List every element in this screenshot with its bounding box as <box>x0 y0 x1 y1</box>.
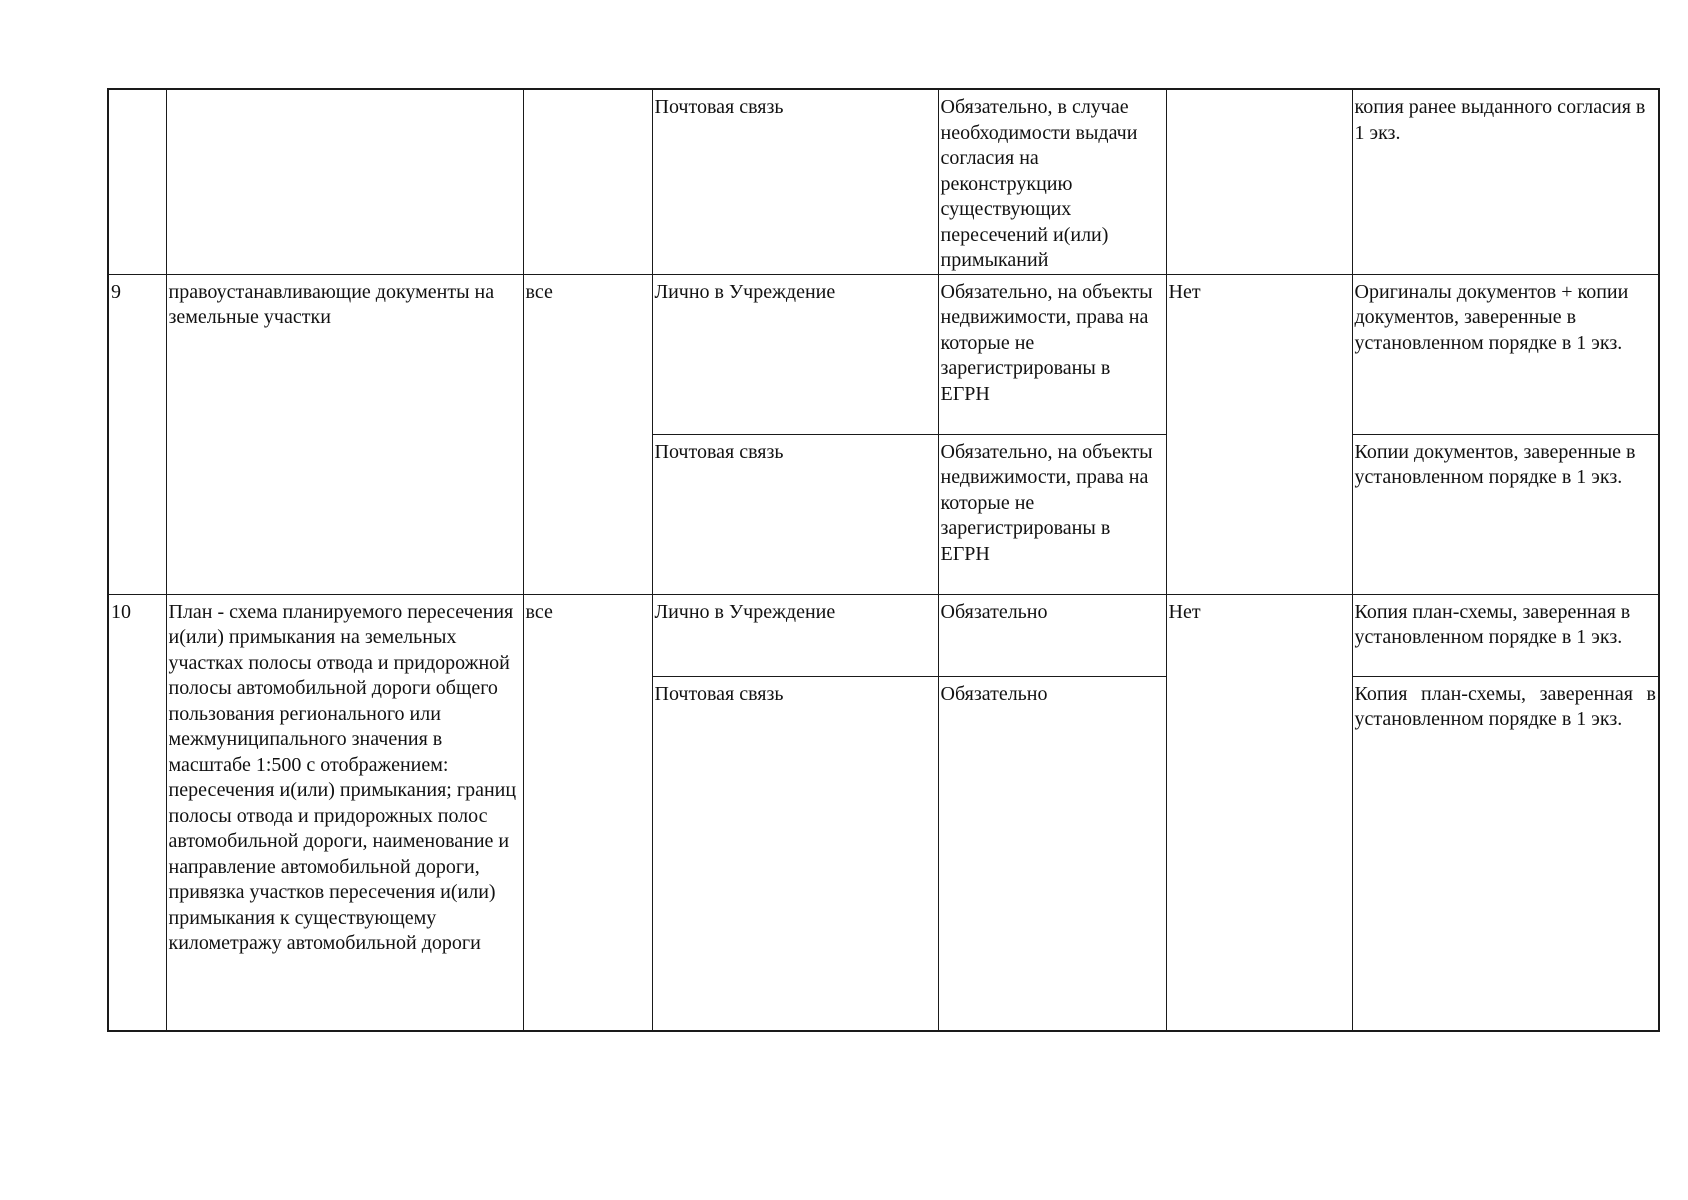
cell-requirement-9a <box>938 274 1166 434</box>
cell-number-9 <box>108 274 166 594</box>
table-row-continuation <box>108 89 1659 274</box>
form-text: Копия план-схемы, заверенная в установленном порядке в 1 экз. <box>1354 682 1656 730</box>
method-text: Почтовая связь <box>654 96 784 118</box>
requirement-text: Обязательно, на объекты недвижимости, права на которые не зарегистрированы в ЕГРН <box>940 440 1153 565</box>
method-text: Лично в Учреждение <box>654 280 836 303</box>
category-text: все <box>525 280 553 303</box>
mark-text: Нет <box>1168 280 1201 303</box>
category-text: все <box>525 600 553 623</box>
cell-method-10b <box>652 676 938 1031</box>
cell-category-9 <box>523 274 652 594</box>
cell-requirement-cont <box>938 89 1166 274</box>
cell-number-10 <box>108 594 166 1031</box>
cell-method-9a <box>652 274 938 434</box>
form-text: копия ранее выданного согласия в 1 экз. <box>1354 96 1646 144</box>
cell-document-9 <box>166 274 523 594</box>
cell-form-10a <box>1352 594 1659 676</box>
cell-method-9b <box>652 434 938 594</box>
form-text: Копия план-схемы, заверенная в установленном порядке в 1 экз. <box>1354 600 1631 648</box>
requirement-text: Обязательно <box>940 600 1048 623</box>
cell-requirement-10b <box>938 676 1166 1031</box>
table-row-10a <box>108 594 1659 676</box>
form-text: Копии документов, заверенные в установленном порядке в 1 экз. <box>1354 440 1636 488</box>
table-row-9a <box>108 274 1659 434</box>
requirement-text: Обязательно <box>940 682 1048 705</box>
cell-form-9a <box>1352 274 1659 434</box>
document-text: План - схема планируемого пересечения и(или) примыкания на земельных участках полосы отвода и придорожной полосы автомобильной дороги общего пользования регионального или межмуниципального значения в масштабе 1:500 с отображением: пересечения и(или) примыкания; границ полосы отвода и придорожных полос автомобильной дороги, наименование и направление автомобильной дороги, привязка участков пересечения и(или) примыкания к существующему километражу автомобильной дороги <box>168 600 517 954</box>
requirement-text: Обязательно, в случае необходимости выдачи согласия на реконструкцию существующих пересечений и(или) примыканий <box>940 96 1138 271</box>
cell-mark-9 <box>1166 274 1352 594</box>
cell-mark-cont <box>1166 89 1352 274</box>
cell-form-9b <box>1352 434 1659 594</box>
cell-category-10 <box>523 594 652 1031</box>
cell-mark-10 <box>1166 594 1352 1031</box>
row-number: 10 <box>111 600 131 623</box>
row-number: 9 <box>111 280 121 303</box>
cell-document-10 <box>166 594 523 1031</box>
document-table <box>107 88 1660 1032</box>
cell-requirement-9b <box>938 434 1166 594</box>
method-text: Лично в Учреждение <box>654 600 836 623</box>
cell-number-cont <box>108 89 166 274</box>
cell-document-cont <box>166 89 523 274</box>
method-text: Почтовая связь <box>654 682 784 705</box>
document-text: правоустанавливающие документы на земельные участки <box>168 280 495 328</box>
cell-form-10b <box>1352 676 1659 1031</box>
cell-category-cont <box>523 89 652 274</box>
cell-requirement-10a <box>938 594 1166 676</box>
cell-form-cont <box>1352 89 1659 274</box>
form-text: Оригиналы документов + копии документов, заверенные в установленном порядке в 1 экз. <box>1354 280 1629 354</box>
cell-method-10a <box>652 594 938 676</box>
method-text: Почтовая связь <box>654 440 784 463</box>
requirement-text: Обязательно, на объекты недвижимости, права на которые не зарегистрированы в ЕГРН <box>940 280 1153 405</box>
cell-method-cont <box>652 89 938 274</box>
mark-text: Нет <box>1168 600 1201 623</box>
